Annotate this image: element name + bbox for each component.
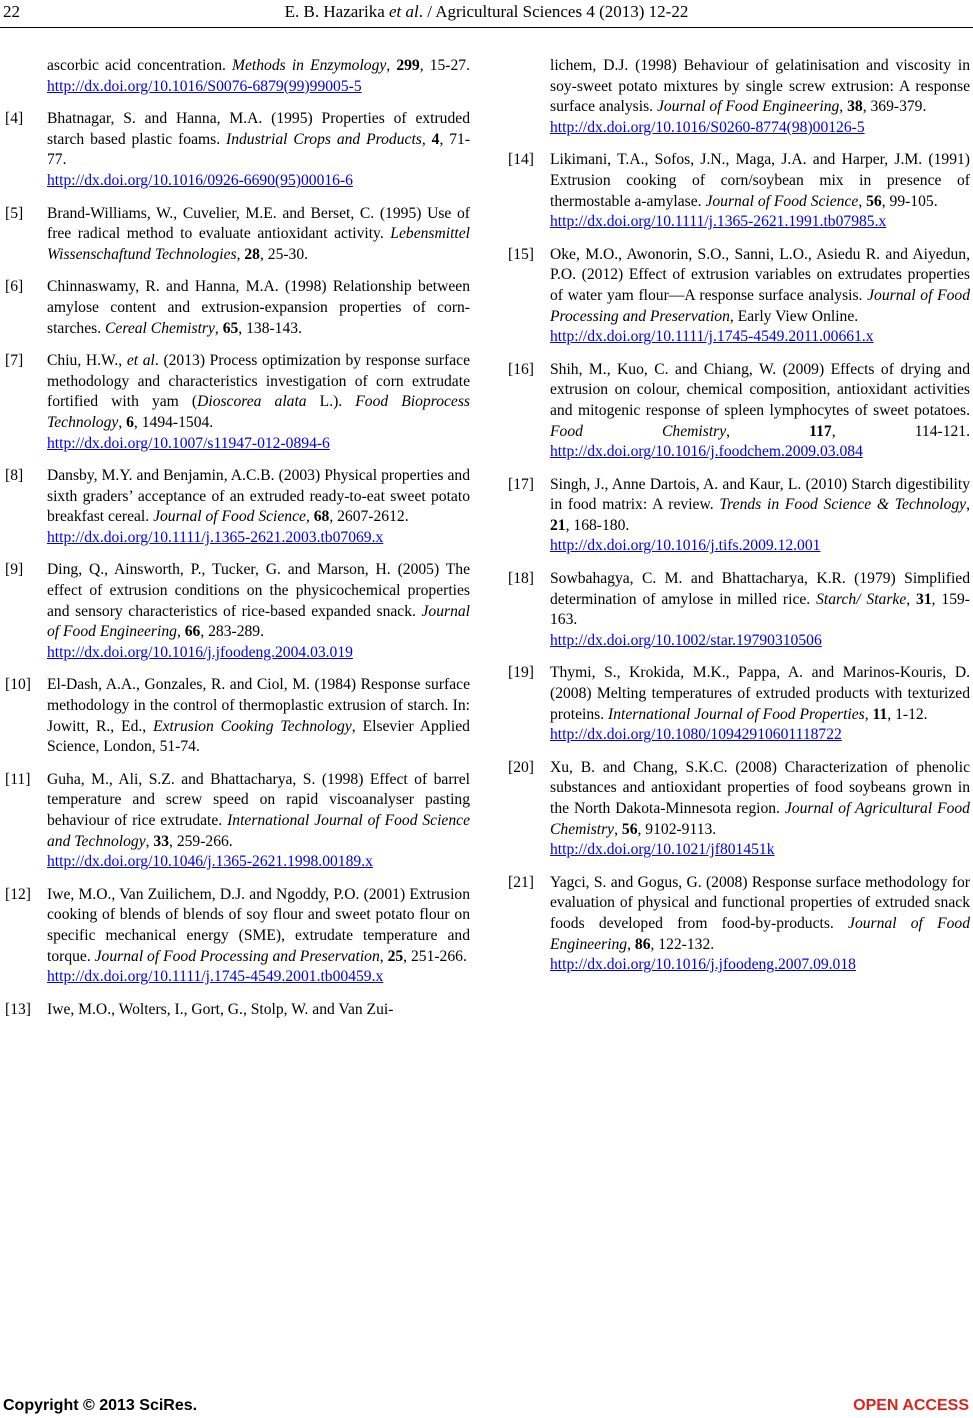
reference-volume: 65 <box>222 319 239 337</box>
reference-number: [7] <box>5 352 24 370</box>
reference-volume: 56 <box>621 820 638 838</box>
reference-pages: , 1-12. <box>887 705 928 723</box>
reference-item <box>508 569 970 651</box>
doi-link[interactable]: http://dx.doi.org/10.1002/star.19790310506 <box>550 631 822 649</box>
reference-etal: et al <box>126 352 155 370</box>
reference-pages: , 122-132. <box>650 935 715 953</box>
reference-number: [5] <box>5 204 24 222</box>
reference-volume: 66 <box>184 623 201 641</box>
reference-authors-title: Chiu, H.W., <box>47 352 127 370</box>
reference-list-left <box>5 109 470 1020</box>
doi-link[interactable]: http://dx.doi.org/10.1016/0926-6690(95)00016-6 <box>47 171 353 189</box>
reference-pages: , 2607-2612. <box>329 508 409 526</box>
reference-pages: , 114-121. <box>831 422 970 440</box>
reference-item <box>508 245 970 348</box>
reference-pages: , Early View Online. <box>729 307 859 325</box>
reference-volume: 68 <box>313 508 330 526</box>
reference-number: [8] <box>5 467 24 485</box>
reference-journal: Journal of Food Engineering <box>550 914 970 953</box>
reference-item <box>5 1000 470 1021</box>
reference-separator: , <box>214 319 223 337</box>
reference-item <box>508 663 970 745</box>
reference-separator: , <box>864 705 873 723</box>
reference-volume: 4 <box>431 130 440 148</box>
reference-journal: Journal of Food Processing and Preservation <box>94 947 380 965</box>
reference-authors-title: Brand-Williams, W., Cuvelier, M.E. and Berset, C. (1995) Use of free radical method to evaluate antioxidant activity. <box>47 204 470 243</box>
copyright: Copyright © 2013 SciRes. <box>3 1397 198 1414</box>
reference-volume: 11 <box>872 705 888 723</box>
reference-journal: International Journal of Food Science and Technology <box>47 812 470 850</box>
reference-pages: , 159-163. <box>550 590 971 629</box>
doi-link[interactable]: http://dx.doi.org/10.1046/j.1365-2621.1998.00189.x <box>47 853 373 871</box>
doi-link[interactable]: http://dx.doi.org/10.1111/j.1745-4549.2011.00661.x <box>550 328 874 346</box>
reference-volume: 28 <box>244 245 260 263</box>
reference-separator: , <box>236 245 245 263</box>
reference-item <box>508 475 970 557</box>
reference-separator: , <box>145 832 154 850</box>
left-column <box>5 56 470 1032</box>
reference-number: [15] <box>508 245 534 263</box>
reference-volume: 21 <box>550 516 566 534</box>
doi-link[interactable]: http://dx.doi.org/10.1016/S0260-8774(98)00126-5 <box>550 118 865 136</box>
reference-authors-title: Bhatnagar, S. and Hanna, M.A. (1995) Properties of extruded starch based plastic foams. <box>47 110 470 148</box>
open-access-label: OPEN ACCESS <box>853 1397 969 1414</box>
reference-journal: Lebensmittel Wissenschaftund Technologies <box>47 225 470 263</box>
reference-item <box>5 466 470 548</box>
reference-authors-title: Ding, Q., Ainsworth, P., Tucker, G. and Marson, H. (2005) The effect of extrusion conditions on the physicochemical properties and sensory characteristics of rice-based expanded snack. <box>47 561 470 620</box>
reference-item <box>5 885 470 988</box>
reference-number: [10] <box>5 676 31 694</box>
reference-separator: , <box>966 496 971 514</box>
doi-link[interactable]: http://dx.doi.org/10.1111/j.1365-2621.1991.tb07985.x <box>550 213 887 231</box>
reference-item <box>508 150 970 232</box>
reference-volume: 86 <box>634 935 651 953</box>
reference-number: [14] <box>508 151 534 169</box>
reference-pages: , 71-77. <box>47 130 471 169</box>
reference-separator: , <box>176 623 185 641</box>
reference-number: [6] <box>5 278 24 296</box>
doi-link[interactable]: http://dx.doi.org/10.1007/s11947-012-0894-6 <box>47 434 330 452</box>
page-footer <box>0 1397 973 1417</box>
reference-item <box>5 277 470 339</box>
reference-journal: Trends in Food Science & Technology <box>719 496 967 514</box>
reference-journal: Journal of Food Processing and Preservation <box>550 286 971 325</box>
reference-authors-title: El-Dash, A.A., Gonzales, R. and Ciol, M. (1984) Response surface methodology in the control of thermoplastic extrusion of starch. In: Jowitt, R., Ed., <box>47 676 470 735</box>
reference-pages: , 1494-1504. <box>133 413 214 431</box>
reference-separator: , <box>858 192 867 210</box>
reference-volume: 6 <box>126 413 134 431</box>
reference-title: L.). <box>306 393 356 411</box>
reference-item <box>5 204 470 266</box>
reference-pages: , 168-180. <box>565 516 630 534</box>
reference-volume: 117 <box>809 422 832 440</box>
reference-authors-title: Yagci, S. and Gogus, G. (2008) Response surface methodology for evaluation of physical and functional properties of extruded snack foods developed from food-by-products. <box>550 873 970 932</box>
reference-continuation: lichem, D.J. (1998) Behaviour of gelatinisation and viscosity in soy-sweet potato mixtures by single screw extrusion: A response surface analysis. Journal of Food Engineering, 38, 369-379. http://dx.doi.org/10.1016/S0260-8774(98)00126-5 <box>550 57 970 136</box>
page-number: 22 <box>3 2 20 21</box>
reference-number: [11] <box>5 770 31 788</box>
running-title: E. B. Hazarika et al. / Agricultural Sciences 4 (2013) 12-22 <box>284 2 689 21</box>
doi-link[interactable]: http://dx.doi.org/10.1111/j.1365-2621.2003.tb07069.x <box>47 528 384 546</box>
reference-authors-title: Iwe, M.O., Van Zuilichem, D.J. and Ngoddy, P.O. (2001) Extrusion cooking of blends of blends of soy flour and sweet potato flour on specific mechanical energy (SME), extrudate temperature and torque. <box>47 885 470 965</box>
reference-pages: , 259-266. <box>169 832 233 850</box>
reference-item <box>508 360 970 463</box>
reference-authors-title: Shih, M., Kuo, C. and Chiang, W. (2009) Effects of drying and extrusion on colour, chemical composition, antioxidant activities and mitogenic response of spleen lymphocytes of sweet potatoes. <box>550 360 970 419</box>
reference-species: Dioscorea alata <box>197 393 307 411</box>
header-rule <box>0 27 973 28</box>
doi-link[interactable]: http://dx.doi.org/10.1021/jf801451k <box>550 841 775 859</box>
reference-journal: Extrusion Cooking Technology <box>153 717 352 735</box>
reference-number: [19] <box>508 664 534 682</box>
reference-journal: Journal of Food Engineering <box>47 602 470 641</box>
right-column <box>508 56 970 988</box>
reference-separator: , <box>305 508 314 526</box>
reference-separator: , <box>627 935 635 953</box>
reference-item <box>5 770 470 873</box>
reference-number: [4] <box>5 110 24 128</box>
doi-link[interactable]: http://dx.doi.org/10.1016/j.tifs.2009.12.001 <box>550 537 821 555</box>
reference-authors-title: Dansby, M.Y. and Benjamin, A.C.B. (2003) Physical properties and sixth graders’ acceptance of an extruded ready-to-eat sweet potato breakfast cereal. <box>47 467 470 526</box>
reference-authors-title: Sowbahagya, C. M. and Bhattacharya, K.R. (1979) Simplified determination of amylose in milled rice. <box>550 570 970 608</box>
reference-list-right <box>508 150 970 975</box>
reference-pages: , 25-30. <box>259 245 309 263</box>
reference-journal: Cereal Chemistry <box>105 319 215 337</box>
running-header <box>0 2 973 24</box>
reference-number: [9] <box>5 561 24 579</box>
reference-journal: Starch/ Starke <box>816 590 907 608</box>
reference-number: [16] <box>508 360 534 378</box>
reference-volume: 33 <box>153 832 170 850</box>
reference-authors-title: Likimani, T.A., Sofos, J.N., Maga, J.A. and Harper, J.M. (1991) Extrusion cooking of corn/soybean mix in presence of thermostable a-amylase. <box>550 151 970 210</box>
reference-item <box>5 675 470 757</box>
reference-authors-title: Thymi, S., Krokida, M.K., Pappa, A. and Marinos-Kouris, D. (2008) Melting temperatures of extruded products with texturized proteins. <box>550 664 970 723</box>
reference-separator: , <box>379 947 388 965</box>
reference-volume: 31 <box>916 590 932 608</box>
reference-journal: Journal of Food Science <box>153 508 306 526</box>
doi-link[interactable]: http://dx.doi.org/10.1016/S0076-6879(99)99005-5 <box>47 77 362 95</box>
doi-link[interactable]: http://dx.doi.org/10.1016/j.jfoodeng.2007.09.018 <box>550 956 856 974</box>
reference-item <box>508 873 970 976</box>
reference-authors-title: Singh, J., Anne Dartois, A. and Kaur, L. (2010) Starch digestibility in food matrix: A review. <box>550 475 970 514</box>
doi-link[interactable]: http://dx.doi.org/10.1016/j.foodchem.2009.03.084 <box>550 443 863 461</box>
doi-link[interactable]: http://dx.doi.org/10.1111/j.1745-4549.2001.tb00459.x <box>47 968 384 986</box>
reference-separator: , <box>906 590 917 608</box>
reference-title: . (2013) Process optimization by response surface methodology and characteristics investigation of corn extrudate fortified with yam ( <box>47 352 470 411</box>
reference-pages: , 251-266. <box>403 947 467 965</box>
reference-separator: , <box>726 422 810 440</box>
reference-authors-title: Iwe, M.O., Wolters, I., Gort, G., Stolp, W. and Van Zui- <box>47 1000 394 1018</box>
reference-journal: Food Chemistry <box>550 422 727 440</box>
reference-item <box>5 560 470 663</box>
reference-authors-title: Chinnaswamy, R. and Hanna, M.A. (1998) Relationship between amylose content and extrusion-expansion properties of corn-starches. <box>47 278 470 337</box>
reference-number: [13] <box>5 1000 31 1018</box>
reference-item <box>5 351 470 454</box>
reference-item <box>508 758 970 861</box>
reference-pages: , 283-289. <box>200 623 264 641</box>
reference-journal: Industrial Crops and Products <box>226 130 422 148</box>
reference-authors-title: Guha, M., Ali, S.Z. and Bhattacharya, S. (1998) Effect of barrel temperature and screw speed on rapid viscoanalyser pasting behaviour of rice extrudate. <box>47 770 470 829</box>
reference-pages: , 99-105. <box>881 192 938 210</box>
reference-item <box>5 109 470 191</box>
reference-number: [20] <box>508 758 534 776</box>
reference-pages: , Elsevier Applied Science, London, 51-74. <box>47 717 470 756</box>
doi-link[interactable]: http://dx.doi.org/10.1080/10942910601118722 <box>550 726 842 744</box>
reference-separator: , <box>614 820 622 838</box>
reference-number: [17] <box>508 475 534 493</box>
reference-authors-title: Xu, B. and Chang, S.K.C. (2008) Characterization of phenolic substances and antioxidant properties of food soybeans grown in the North Dakota-Minnesota region. <box>550 758 970 817</box>
reference-authors-title: Oke, M.O., Awonorin, S.O., Sanni, L.O., Asiedu R. and Aiyedun, P.O. (2012) Effect of extrusion variables on extrudates properties of water yam flour—A response surface analysis. <box>550 245 970 304</box>
reference-number: [12] <box>5 885 31 903</box>
reference-journal: Journal of Food Science <box>705 192 859 210</box>
reference-volume: 25 <box>387 947 404 965</box>
reference-journal: Food Bioprocess Technology <box>47 393 470 431</box>
reference-volume: 56 <box>866 192 882 210</box>
reference-continuation: ascorbic acid concentration. Methods in Enzymology, 299, 15-27. http://dx.doi.org/10.1016/S0076-6879(99)99005-5 <box>47 57 470 95</box>
reference-number: [18] <box>508 570 534 588</box>
reference-separator: , <box>118 413 127 431</box>
reference-pages: , 138-143. <box>238 319 302 337</box>
reference-journal: International Journal of Food Properties <box>608 705 865 723</box>
doi-link[interactable]: http://dx.doi.org/10.1016/j.jfoodeng.2004.03.019 <box>47 643 353 661</box>
reference-number: [21] <box>508 873 534 891</box>
reference-journal: Journal of Agricultural Food Chemistry <box>550 800 970 838</box>
reference-pages: , 9102-9113. <box>637 820 717 838</box>
reference-separator: , <box>421 130 432 148</box>
